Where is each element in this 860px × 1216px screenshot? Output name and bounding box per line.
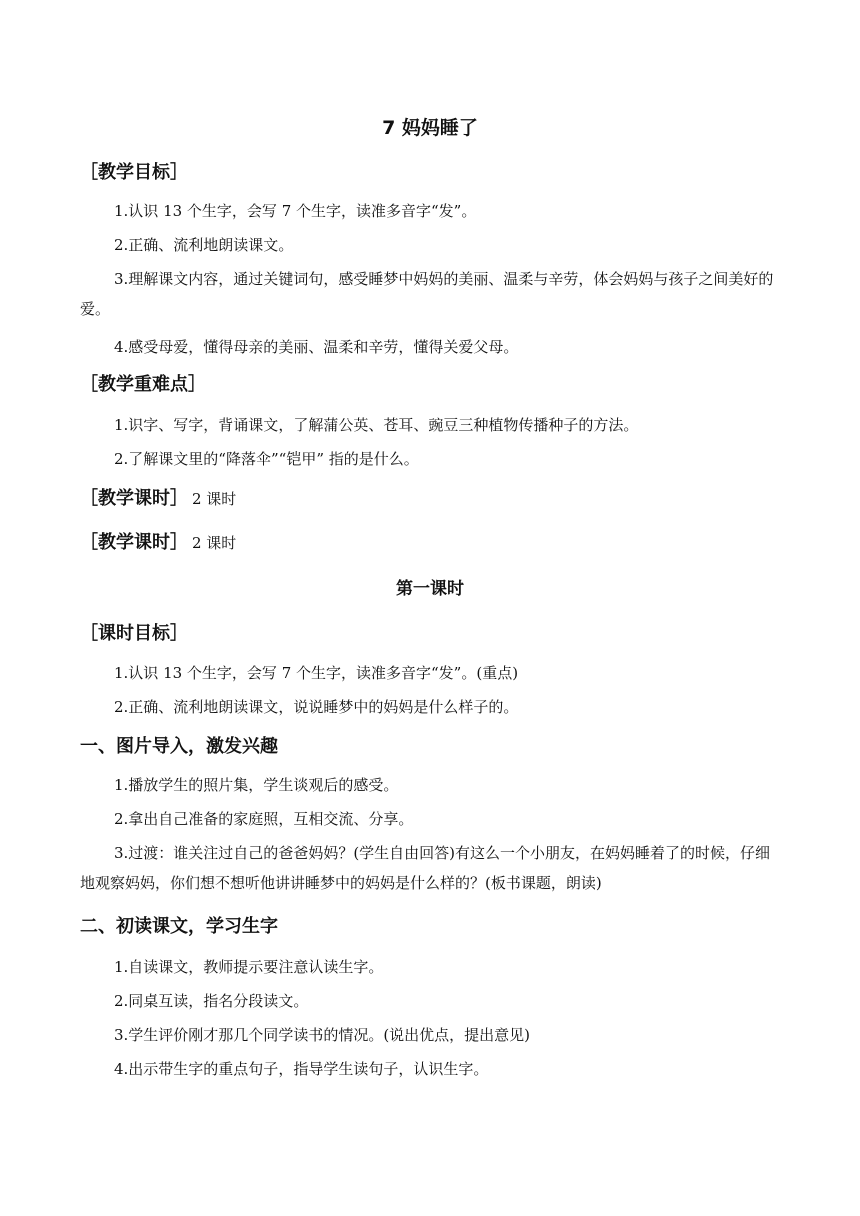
key-point-item-2: 2.了解课文里的“降落伞”“铠甲” 指的是什么。	[114, 450, 419, 468]
section-2-item-1: 1.自读课文，教师提示要注意认读生字。	[114, 958, 384, 976]
section-1-heading: 一、图片导入，激发兴趣	[80, 736, 278, 757]
goal-item-1: 1.认识 13 个生字，会写 7 个生字，读准多音字“发”。	[114, 202, 477, 220]
section-2-item-3: 3.学生评价刚才那几个同学读书的情况。(说出优点，提出意见)	[114, 1026, 531, 1044]
key-points-heading: ［教学重难点］	[80, 374, 206, 395]
hours-value-1: 2 课时	[192, 490, 237, 508]
goal-item-2: 2.正确、流利地朗读课文。	[114, 236, 294, 254]
section-2-heading: 二、初读课文，学习生字	[80, 916, 278, 937]
section-1-item-1: 1.播放学生的照片集，学生谈观后的感受。	[114, 776, 399, 794]
section-2-item-4: 4.出示带生字的重点句子，指导学生读句子，认识生字。	[114, 1060, 489, 1078]
lesson-title: 第一课时	[396, 579, 464, 599]
hours-line-2	[80, 530, 236, 556]
document-title: 7 妈妈睡了	[382, 117, 478, 139]
lesson-goal-item-1: 1.认识 13 个生字，会写 7 个生字，读准多音字“发”。(重点)	[114, 664, 519, 682]
lesson-goal-item-2: 2.正确、流利地朗读课文，说说睡梦中的妈妈是什么样子的。	[114, 698, 519, 716]
section-2-item-2: 2.同桌互读，指名分段读文。	[114, 992, 309, 1010]
goals-heading: ［教学目标］	[80, 162, 188, 183]
goal-item-4: 4.感受母爱，懂得母亲的美丽、温柔和辛劳，懂得关爱父母。	[114, 338, 519, 356]
section-1-item-2: 2.拿出自己准备的家庭照，互相交流、分享。	[114, 810, 414, 828]
hours-line-1	[80, 486, 236, 512]
hours-heading-1: ［教学课时］	[80, 488, 188, 509]
hours-value-2: 2 课时	[192, 534, 237, 552]
section-1-item-3: 3.过渡：谁关注过自己的爸爸妈妈？(学生自由回答)有这么一个小朋友，在妈妈睡着了的时候，仔细地观察妈妈，你们想不想听他讲讲睡梦中的妈妈是什么样的？(板书课题，朗读)	[80, 844, 771, 892]
key-point-item-1: 1.识字、写字，背诵课文，了解蒲公英、苍耳、豌豆三种植物传播种子的方法。	[114, 416, 639, 434]
hours-heading-2: ［教学课时］	[80, 532, 188, 553]
goal-item-3: 3.理解课文内容，通过关键词句，感受睡梦中妈妈的美丽、温柔与辛劳，体会妈妈与孩子之间美好的爱。	[80, 270, 774, 318]
lesson-goals-heading: ［课时目标］	[80, 623, 188, 644]
